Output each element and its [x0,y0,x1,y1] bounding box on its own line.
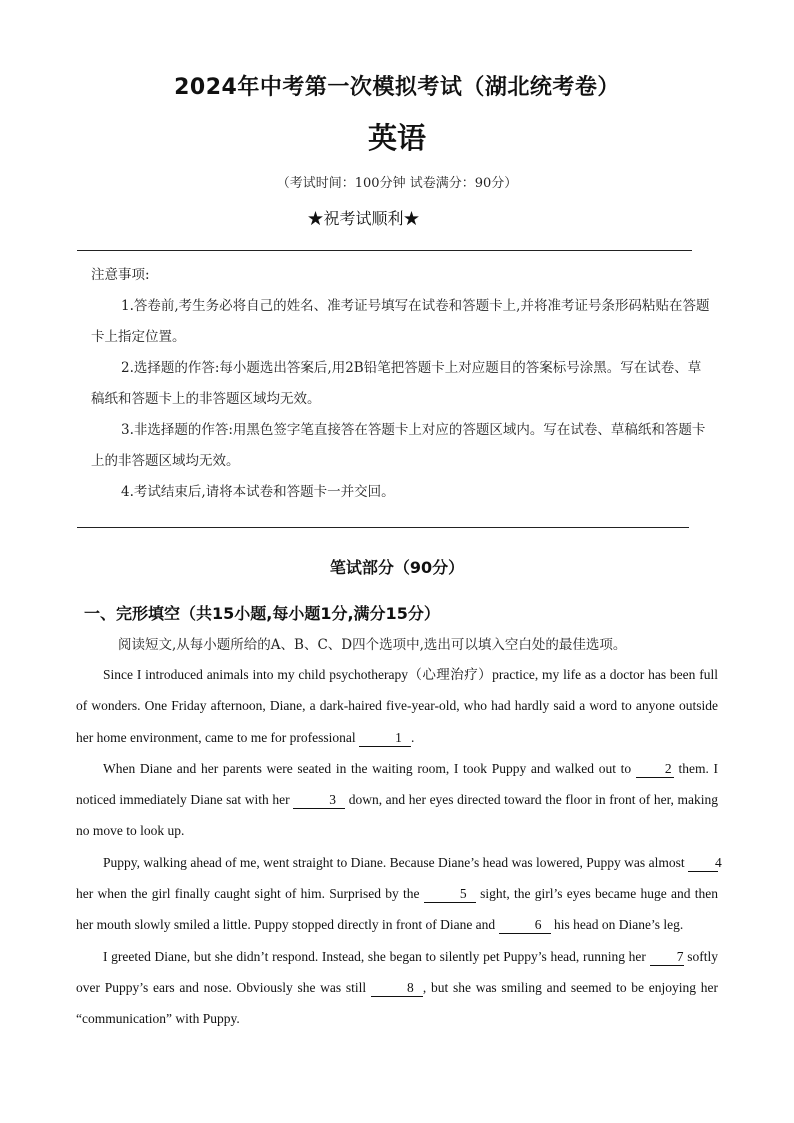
cloze-passage [76,659,722,1035]
notes-item: 2.选择题的作答:每小题选出答案后,用2B铅笔把答题卡上对应题目的答案标号涂黑。写在试卷、草稿纸和答题卡上的非答题区域均无效。 [91,360,702,407]
notes-item: 3.非选择题的作答:用黑色签字笔直接答在答题卡上对应的答题区域内。写在试卷、草稿纸和答题卡上的非答题区域均无效。 [91,422,706,469]
passage-text: . [411,729,415,745]
passage-paragraph [76,941,718,1035]
passage-paragraph [76,659,718,753]
divider-top [77,250,692,251]
cloze-blank-4: 4 [688,854,718,872]
divider-bottom [77,527,689,528]
exam-info: （考试时间：100分钟 试卷满分：90分） [276,176,518,191]
exam-title: 2024年中考第一次模拟考试（湖北统考卷） [174,75,620,100]
passage-text: softly over Puppy’s ears and nose. Obviously she was still [76,948,718,995]
exam-notes [91,260,713,508]
passage-text: Puppy, walking ahead of me, went straight to Diane. Because Diane’s head was lowered, Puppy was almost [103,854,688,870]
passage-paragraph [76,847,722,941]
passage-paragraph [76,753,718,847]
passage-text: them. I noticed immediately Diane sat with her [76,760,719,808]
passage-text: down, and her eyes directed toward the floor in front of her, making no move to look up. [76,792,719,839]
passage-text: When Diane and her parents were seated in the waiting room, I took Puppy and walked out to [103,760,636,776]
question-title: 一、完形填空（共15小题,每小题1分,满分15分） [84,604,440,623]
passage-text: her when the girl finally caught sight of him. Surprised by the [76,886,424,902]
cloze-blank-3: 3 [293,791,345,809]
cloze-blank-7: 7 [650,948,684,966]
notes-item: 1.答卷前,考生务必将自己的姓名、准考证号填写在试卷和答题卡上,并将准考证号条形码粘贴在答题卡上指定位置。 [91,298,710,345]
cloze-blank-1: 1 [359,729,411,747]
passage-text: his head on Diane’s leg. [550,917,684,933]
passage-text: , but she was smiling and seemed to be enjoying her “communication” with Puppy. [76,979,718,1027]
subject-title: 英语 [367,121,426,155]
passage-text: sight, the girl’s eyes became huge and then her mouth slowly smiled a little. Puppy stopped directly in front of Diane and [76,886,719,933]
notes-item: 4.考试结束后,请将本试卷和答题卡一并交回。 [121,484,395,500]
section-title: 笔试部分（90分） [329,558,465,577]
passage-text: I greeted Diane, but she didn’t respond. Instead, she began to silently pet Puppy’s head, running her [103,948,650,964]
cloze-blank-2: 2 [636,760,674,778]
cloze-blank-5: 5 [424,885,476,903]
good-luck-line: ★祝考试顺利★ [307,209,420,228]
question-instruction: 阅读短文,从每小题所给的A、B、C、D四个选项中,选出可以填入空白处的最佳选项。 [118,637,627,653]
cloze-blank-8: 8 [371,979,423,997]
notes-heading: 注意事项: [91,267,150,283]
passage-text: Since I introduced animals into my child psychotherapy（心理治疗）practice, my life as a doctor has been full of wonders. One Friday afternoon, Diane, a dark-haired five-year-old, who had hardly said a word to anyone outside her home environment, came to me for professional [76,667,718,745]
cloze-blank-6: 6 [499,916,551,934]
